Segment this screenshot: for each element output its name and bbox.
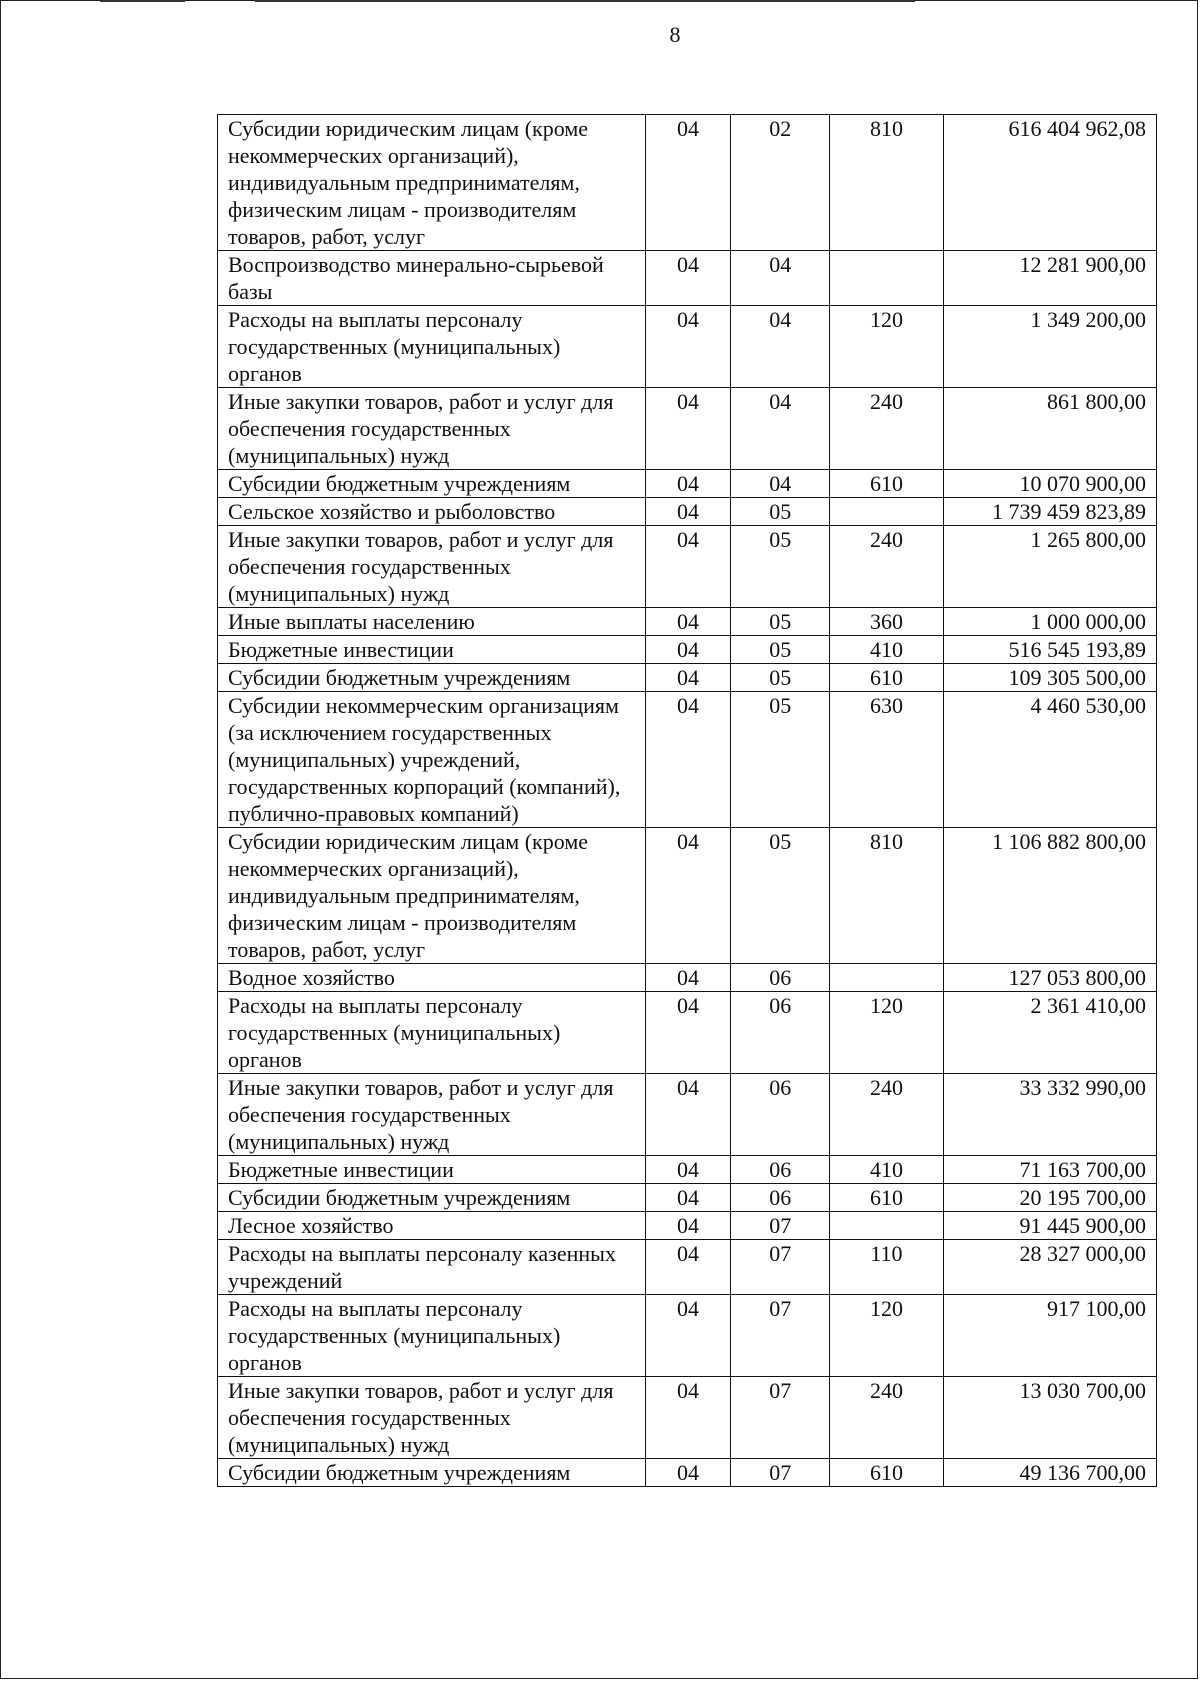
cell-section: 04 (645, 1459, 730, 1487)
cell-expense-type: 610 (830, 470, 943, 498)
cell-amount: 33 332 990,00 (943, 1074, 1156, 1156)
top-rule (255, 0, 915, 2)
cell-section: 04 (645, 388, 730, 470)
cell-expense-type: 610 (830, 1184, 943, 1212)
table-row (218, 664, 1157, 692)
table-row (218, 1212, 1157, 1240)
cell-name: Лесное хозяйство (218, 1212, 646, 1240)
cell-name: Иные закупки товаров, работ и услуг для обеспечения государственных (муниципальных) нужд (218, 1074, 646, 1156)
cell-subsection: 06 (731, 1156, 830, 1184)
table-row (218, 306, 1157, 388)
cell-amount: 71 163 700,00 (943, 1156, 1156, 1184)
cell-name: Водное хозяйство (218, 964, 646, 992)
cell-amount: 109 305 500,00 (943, 664, 1156, 692)
cell-subsection: 05 (731, 692, 830, 828)
cell-expense-type: 240 (830, 1377, 943, 1459)
cell-subsection: 04 (731, 388, 830, 470)
cell-expense-type: 810 (830, 115, 943, 251)
cell-subsection: 02 (731, 115, 830, 251)
table-row (218, 388, 1157, 470)
table-row (218, 964, 1157, 992)
cell-subsection: 07 (731, 1459, 830, 1487)
cell-section: 04 (645, 964, 730, 992)
cell-subsection: 04 (731, 251, 830, 306)
table-row (218, 115, 1157, 251)
cell-name: Расходы на выплаты персоналу государственных (муниципальных) органов (218, 992, 646, 1074)
cell-expense-type: 110 (830, 1240, 943, 1295)
cell-expense-type: 240 (830, 388, 943, 470)
cell-section: 04 (645, 1377, 730, 1459)
cell-subsection: 05 (731, 664, 830, 692)
cell-section: 04 (645, 1240, 730, 1295)
cell-section: 04 (645, 1212, 730, 1240)
cell-amount: 516 545 193,89 (943, 636, 1156, 664)
cell-section: 04 (645, 498, 730, 526)
cell-subsection: 04 (731, 470, 830, 498)
cell-expense-type: 410 (830, 1156, 943, 1184)
cell-name: Иные закупки товаров, работ и услуг для обеспечения государственных (муниципальных) нужд (218, 388, 646, 470)
table-row (218, 251, 1157, 306)
cell-name: Субсидии бюджетным учреждениям (218, 1459, 646, 1487)
cell-amount: 13 030 700,00 (943, 1377, 1156, 1459)
cell-amount: 49 136 700,00 (943, 1459, 1156, 1487)
budget-table (217, 114, 1157, 1487)
page-number: 8 (669, 22, 681, 47)
cell-expense-type (830, 498, 943, 526)
cell-name: Расходы на выплаты персоналу казенных учреждений (218, 1240, 646, 1295)
cell-name: Сельское хозяйство и рыболовство (218, 498, 646, 526)
cell-section: 04 (645, 306, 730, 388)
cell-section: 04 (645, 470, 730, 498)
cell-expense-type: 120 (830, 992, 943, 1074)
cell-name: Иные закупки товаров, работ и услуг для обеспечения государственных (муниципальных) нужд (218, 526, 646, 608)
top-rule (100, 0, 185, 2)
cell-name: Субсидии бюджетным учреждениям (218, 470, 646, 498)
cell-section: 04 (645, 526, 730, 608)
table-row (218, 1184, 1157, 1212)
table-row (218, 498, 1157, 526)
cell-name: Воспроизводство минерально-сырьевой базы (218, 251, 646, 306)
cell-amount: 91 445 900,00 (943, 1212, 1156, 1240)
cell-amount: 28 327 000,00 (943, 1240, 1156, 1295)
cell-subsection: 05 (731, 526, 830, 608)
cell-section: 04 (645, 1184, 730, 1212)
cell-expense-type: 810 (830, 828, 943, 964)
cell-expense-type (830, 964, 943, 992)
cell-expense-type: 360 (830, 608, 943, 636)
cell-amount: 616 404 962,08 (943, 115, 1156, 251)
cell-section: 04 (645, 608, 730, 636)
table-row (218, 636, 1157, 664)
cell-section: 04 (645, 115, 730, 251)
table-row (218, 608, 1157, 636)
cell-section: 04 (645, 992, 730, 1074)
cell-amount: 1 000 000,00 (943, 608, 1156, 636)
cell-amount: 1 739 459 823,89 (943, 498, 1156, 526)
cell-amount: 4 460 530,00 (943, 692, 1156, 828)
cell-expense-type (830, 1212, 943, 1240)
table-row (218, 1074, 1157, 1156)
table-row (218, 828, 1157, 964)
cell-expense-type: 240 (830, 526, 943, 608)
cell-subsection: 07 (731, 1295, 830, 1377)
cell-subsection: 07 (731, 1240, 830, 1295)
cell-name: Расходы на выплаты персоналу государственных (муниципальных) органов (218, 1295, 646, 1377)
cell-name: Иные выплаты населению (218, 608, 646, 636)
cell-name: Расходы на выплаты персоналу государственных (муниципальных) органов (218, 306, 646, 388)
cell-subsection: 07 (731, 1377, 830, 1459)
cell-amount: 127 053 800,00 (943, 964, 1156, 992)
table-row (218, 470, 1157, 498)
cell-subsection: 06 (731, 1074, 830, 1156)
cell-section: 04 (645, 636, 730, 664)
cell-section: 04 (645, 1295, 730, 1377)
cell-expense-type: 410 (830, 636, 943, 664)
cell-amount: 10 070 900,00 (943, 470, 1156, 498)
cell-subsection: 05 (731, 828, 830, 964)
cell-expense-type: 610 (830, 1459, 943, 1487)
cell-subsection: 07 (731, 1212, 830, 1240)
cell-section: 04 (645, 828, 730, 964)
table-row (218, 992, 1157, 1074)
cell-subsection: 05 (731, 636, 830, 664)
budget-table-body (218, 115, 1157, 1487)
cell-section: 04 (645, 664, 730, 692)
table-row (218, 1156, 1157, 1184)
table-row (218, 1377, 1157, 1459)
table-row (218, 1459, 1157, 1487)
table-row (218, 1295, 1157, 1377)
cell-expense-type: 120 (830, 306, 943, 388)
cell-expense-type: 240 (830, 1074, 943, 1156)
cell-expense-type (830, 251, 943, 306)
cell-name: Субсидии юридическим лицам (кроме некоммерческих организаций), индивидуальным предпринимателям, физическим лицам - производителям товаров, работ, услуг (218, 115, 646, 251)
cell-name: Субсидии юридическим лицам (кроме некоммерческих организаций), индивидуальным предпринимателям, физическим лицам - производителям товаров, работ, услуг (218, 828, 646, 964)
cell-name: Субсидии бюджетным учреждениям (218, 664, 646, 692)
cell-amount: 2 361 410,00 (943, 992, 1156, 1074)
cell-amount: 1 265 800,00 (943, 526, 1156, 608)
cell-subsection: 06 (731, 992, 830, 1074)
cell-amount: 861 800,00 (943, 388, 1156, 470)
cell-section: 04 (645, 1074, 730, 1156)
cell-subsection: 06 (731, 1184, 830, 1212)
cell-subsection: 05 (731, 608, 830, 636)
cell-name: Бюджетные инвестиции (218, 1156, 646, 1184)
table-row (218, 526, 1157, 608)
cell-amount: 20 195 700,00 (943, 1184, 1156, 1212)
cell-amount: 1 349 200,00 (943, 306, 1156, 388)
cell-name: Субсидии некоммерческим организациям (за исключением государственных (муниципальных) учреждений, государственных корпораций (компаний), публично-правовых компаний) (218, 692, 646, 828)
cell-section: 04 (645, 692, 730, 828)
cell-amount: 12 281 900,00 (943, 251, 1156, 306)
cell-name: Иные закупки товаров, работ и услуг для обеспечения государственных (муниципальных) нужд (218, 1377, 646, 1459)
cell-section: 04 (645, 1156, 730, 1184)
cell-name: Субсидии бюджетным учреждениям (218, 1184, 646, 1212)
cell-expense-type: 630 (830, 692, 943, 828)
cell-section: 04 (645, 251, 730, 306)
cell-amount: 917 100,00 (943, 1295, 1156, 1377)
cell-expense-type: 610 (830, 664, 943, 692)
cell-name: Бюджетные инвестиции (218, 636, 646, 664)
cell-subsection: 05 (731, 498, 830, 526)
cell-amount: 1 106 882 800,00 (943, 828, 1156, 964)
table-row (218, 1240, 1157, 1295)
cell-subsection: 06 (731, 964, 830, 992)
cell-subsection: 04 (731, 306, 830, 388)
table-row (218, 692, 1157, 828)
cell-expense-type: 120 (830, 1295, 943, 1377)
